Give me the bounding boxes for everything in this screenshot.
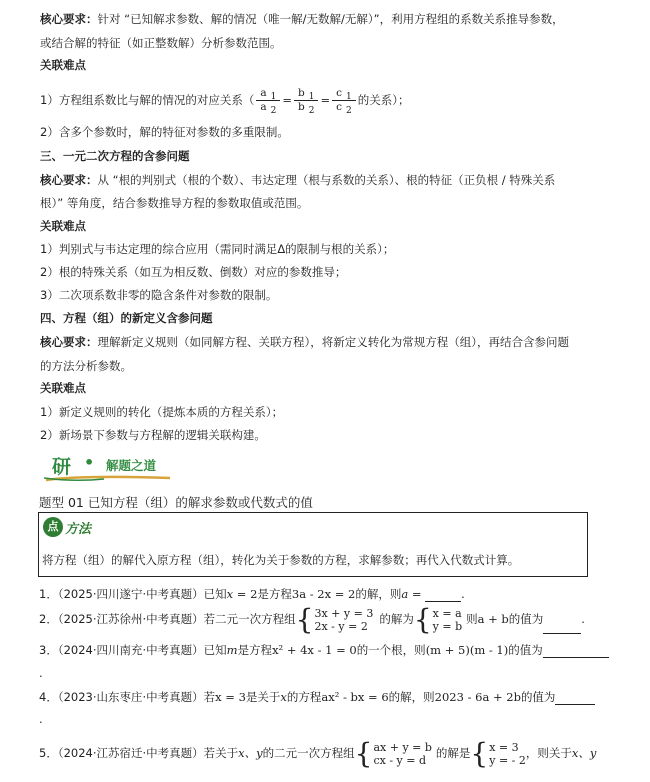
section-title: 四、方程（组）的新定义含参问题: [40, 311, 213, 325]
question-1: 1．（2025·四川遂宁·中考真题）已知x = 2是方程3a - 2x = 2的解，则a = .: [39, 587, 465, 601]
method-badge: [43, 517, 103, 539]
question-4-end: .: [39, 712, 43, 726]
method-box: [38, 512, 588, 577]
section-title: 三、一元二次方程的含参问题: [40, 149, 190, 163]
banner-text: 解题之道: [106, 458, 157, 473]
brace-icon: {: [470, 736, 489, 770]
topic-title: 题型 01 已知方程（组）的解求参数或代数式的值: [39, 495, 313, 510]
core-label: 核心要求：: [40, 12, 98, 26]
banner-char: 研: [52, 456, 72, 478]
difficulty-item: 2）根的特殊关系（如互为相反数、倒数）对应的参数推导；: [40, 265, 347, 279]
sec3-core-line2: 根）” 等角度，结合参数推导方程的参数取值或范围。: [40, 196, 309, 210]
answer-blank[interactable]: [555, 704, 595, 705]
sec4-core-line2: 的方法分析参数。: [40, 359, 132, 373]
core-text: 针对 “已知解求参数、解的情况（唯一解/无数解/无解）”，利用方程组的系数关系推导参数，: [97, 12, 564, 26]
difficulty-item: 2）含多个参数时，解的特征对参数的多重限制。: [40, 125, 289, 139]
difficulty-title: 关联难点: [40, 58, 86, 72]
question-3: 3．（2024·四川南充·中考真题）已知m是方程x² + 4x - 1 = 0的一个根，则(m + 5)(m - 1)的值为: [39, 642, 609, 658]
question-5: 5．（2024·江苏宿迁·中考真题）若关于x、y的二元一次方程组{ ax + y = b cx - y = d 的解是{ x = 3 y = - 2 ，则关于x、y: [39, 736, 597, 770]
fraction-c: $\frac{c 1}{c 2}$: [332, 87, 356, 114]
section-banner: [44, 450, 174, 482]
sec3-core-line1: 核心要求：从 “根的判别式（根的个数）、韦达定理（根与系数的关系）、根的特征（正负根 / 特殊关系: [40, 173, 556, 187]
badge-circle-icon: 点: [43, 517, 63, 537]
brace-icon: {: [413, 602, 432, 636]
banner-underline: [44, 472, 174, 484]
difficulty-item: 3）二次项系数非零的隐含条件对参数的限制。: [40, 288, 278, 302]
sec2-core-line1: [40, 11, 564, 27]
method-text: 将方程（组）的解代入原方程（组），转化为关于参数的方程，求解参数；再代入代数式计算。: [42, 553, 520, 567]
fraction-a: $\frac{a 1}{a 2}$: [256, 87, 280, 114]
difficulty-title: 关联难点: [40, 381, 86, 395]
question-4: 4．（2023·山东枣庄·中考真题）若x = 3是关于x的方程ax² - bx = 6的解，则2023 - 6a + 2b的值为: [39, 689, 595, 705]
sec4-core-line1: 核心要求：理解新定义规则（如同解方程、关联方程），将新定义转化为常规方程（组），再结合含参问题: [40, 335, 569, 349]
difficulty-item: 1）方程组系数比与解的情况的对应关系（ $\frac{a 1}{a 2}$ = $\frac{b 1}{b 2}$ = $\frac{c 1}{c 2}$ 的关系）；: [40, 87, 410, 116]
brace-icon: {: [295, 602, 314, 636]
fraction-b: $\frac{b 1}{b 2}$: [294, 87, 318, 114]
question-3-end: .: [39, 666, 43, 680]
difficulty-item: 1）新定义规则的转化（提炼本质的方程关系）；: [40, 405, 284, 419]
difficulty-title: 关联难点: [40, 219, 86, 233]
answer-blank[interactable]: [543, 657, 609, 658]
badge-text: 方法: [65, 522, 92, 537]
question-2: 2．（2025·江苏徐州·中考真题）若二元一次方程组{ 3x + y = 3 2x - y = 2 的解为{ x = a y = b 则a + b的值为 .: [39, 602, 585, 636]
answer-blank[interactable]: [425, 601, 461, 602]
brace-icon: {: [354, 736, 373, 770]
difficulty-item: 2）新场景下参数与方程解的逻辑关联构建。: [40, 428, 266, 442]
sec2-core-line2: 或结合解的特征（如正整数解）分析参数范围。: [40, 36, 282, 50]
difficulty-item: 1）判别式与韦达定理的综合应用（需同时满足Δ的限制与根的关系）；: [40, 242, 395, 256]
banner-dot: •: [84, 453, 95, 472]
answer-blank[interactable]: [543, 615, 581, 634]
